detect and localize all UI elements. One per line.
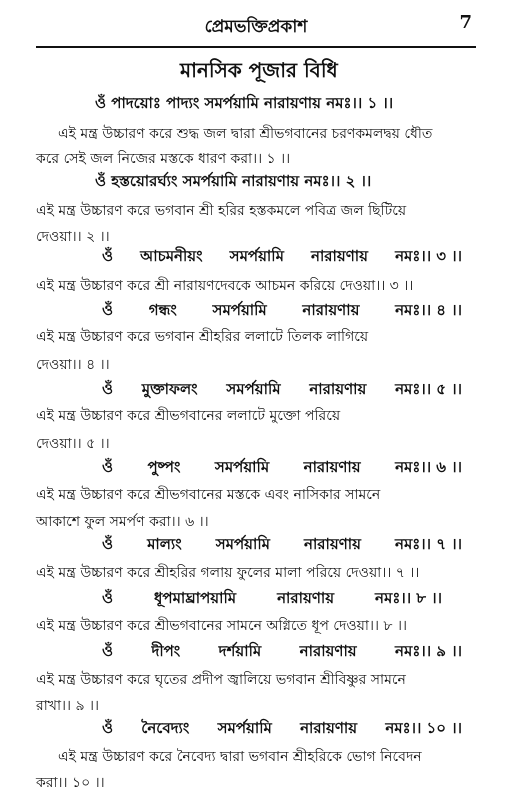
mantra-6-desc-line-2: আকাশে ফুল সমর্পণ করা।। ৬ ।। xyxy=(36,514,209,530)
mantra-word: দীপং xyxy=(151,642,181,660)
mantra-word: নমঃ।। ৪ ।। xyxy=(395,301,462,319)
mantra-word: নারায়ণায় xyxy=(303,458,361,476)
mantra-word: ওঁ xyxy=(102,458,114,476)
mantra-word: মুক্তাফলং xyxy=(141,380,198,398)
mantra-word: আচমনীয়ং xyxy=(140,247,203,265)
mantra-word: দর্শয়ামি xyxy=(218,642,262,660)
mantra-word: নারায়ণায় xyxy=(304,535,361,553)
page-number: 7 xyxy=(459,12,472,33)
mantra-word: নারায়ণায় xyxy=(299,642,357,660)
mantra-5-desc-line-2: দেওয়া।। ৫ ।। xyxy=(36,436,110,452)
mantra-word: নমঃ।। ৭ ।। xyxy=(395,535,462,553)
mantra-word: নমঃ।। ৩ ।। xyxy=(395,247,462,265)
mantra-word: পুষ্পং xyxy=(147,458,181,476)
mantra-2: ওঁ হস্তয়োরর্ঘ্যং সমর্পয়ামি নারায়ণায় নমঃ।। ২ ।। xyxy=(95,172,372,190)
mantra-10-desc-line-1: এই মন্ত্র উচ্চারণ করে নৈবেদ্য দ্বারা ভগবান শ্রীহরিকে ভোগ নিবেদন xyxy=(58,749,422,765)
mantra-2-desc-line-2: দেওয়া।। ২ ।। xyxy=(36,229,110,245)
mantra-6-desc-line-1: এই মন্ত্র উচ্চারণ করে শ্রীভগবানের মস্তকে এবং নাসিকার সামনে xyxy=(36,487,381,503)
mantra-word: সমর্পয়ামি xyxy=(217,719,272,737)
mantra-5 xyxy=(102,378,462,403)
mantra-1-desc-line-2: করে সেই জল নিজের মস্তকে ধারণ করা।। ১ ।। xyxy=(36,151,291,167)
mantra-word: সমর্পয়ামি xyxy=(214,458,270,476)
mantra-word: ধূপমাঘ্রাপয়ামি xyxy=(154,589,237,607)
mantra-1: ওঁ পাদয়োঃ পাদ্যং সমর্পয়ামি নারায়ণায় নমঃ।। ১ ।। xyxy=(95,94,394,112)
mantra-word: নৈবেদ্যং xyxy=(141,719,190,737)
page-header xyxy=(36,8,476,48)
mantra-4-desc-line-2: দেওয়া।। ৪ ।। xyxy=(36,357,110,373)
mantra-word: নারায়ণায় xyxy=(300,719,358,737)
mantra-word: নারায়ণায় xyxy=(309,380,367,398)
section-heading: মানসিক পূজার বিধি xyxy=(180,58,338,82)
mantra-8 xyxy=(102,587,442,612)
mantra-word: ওঁ xyxy=(102,301,114,319)
mantra-word: ওঁ xyxy=(102,380,114,398)
mantra-10 xyxy=(102,717,462,742)
mantra-word: ওঁ xyxy=(102,247,114,265)
mantra-word: সমর্পয়ামি xyxy=(226,380,281,398)
mantra-9 xyxy=(102,640,462,665)
mantra-word: মাল্যং xyxy=(147,535,182,553)
mantra-word: নারায়ণায় xyxy=(277,589,335,607)
mantra-word: সমর্পয়ামি xyxy=(229,247,284,265)
running-title: প্রেমভক্তিপ্রকাশ xyxy=(204,17,308,37)
mantra-7 xyxy=(102,533,462,558)
mantra-word: নমঃ।। ৬ ।। xyxy=(395,458,462,476)
mantra-word: সমর্পয়ামি xyxy=(215,535,270,553)
mantra-4-desc-line-1: এই মন্ত্র উচ্চারণ করে ভগবান শ্রীহরির ললাটে তিলক লাগিয়ে xyxy=(36,329,369,345)
mantra-word: নারায়ণায় xyxy=(302,301,360,319)
mantra-7-desc-line-1: এই মন্ত্র উচ্চারণ করে শ্রীহরির গলায় ফুলের মালা পরিয়ে দেওয়া।। ৭ ।। xyxy=(36,565,420,581)
mantra-3 xyxy=(102,245,462,270)
mantra-6 xyxy=(102,456,462,481)
mantra-10-desc-line-2: করা।। ১০ ।। xyxy=(36,775,105,791)
mantra-3-desc-line-1: এই মন্ত্র উচ্চারণ করে শ্রী নারায়ণদেবকে আচমন করিয়ে দেওয়া।। ৩ ।। xyxy=(36,278,414,294)
mantra-word: ওঁ xyxy=(102,719,114,737)
mantra-word: ওঁ xyxy=(102,642,114,660)
mantra-word: নারায়ণায় xyxy=(310,247,368,265)
mantra-word: গন্ধং xyxy=(148,301,177,319)
mantra-2-desc-line-1: এই মন্ত্র উচ্চারণ করে ভগবান শ্রী হরির হস্তকমলে পবিত্র জল ছিটিয়ে xyxy=(36,203,407,219)
mantra-4 xyxy=(102,299,462,324)
mantra-word: নমঃ।। ৯ ।। xyxy=(395,642,462,660)
mantra-9-desc-line-2: রাখা।। ৯ ।। xyxy=(36,698,100,714)
mantra-word: নমঃ।। ৮ ।। xyxy=(375,589,442,607)
mantra-word: ওঁ xyxy=(102,535,114,553)
mantra-1-desc-line-1: এই মন্ত্র উচ্চারণ করে শুদ্ধ জল দ্বারা শ্রীভগবানের চরণকমলদ্বয় ধৌত xyxy=(58,126,433,142)
mantra-word: নমঃ।। ১০ ।। xyxy=(385,719,462,737)
mantra-8-desc-line-1: এই মন্ত্র উচ্চারণ করে শ্রীভগবানের সামনে অগ্নিতে ধূপ দেওয়া।। ৮ ।। xyxy=(36,618,407,634)
mantra-9-desc-line-1: এই মন্ত্র উচ্চারণ করে ঘৃতের প্রদীপ জ্বালিয়ে ভগবান শ্রীবিষ্ণুর সামনে xyxy=(36,672,406,688)
mantra-5-desc-line-1: এই মন্ত্র উচ্চারণ করে শ্রীভগবানের ললাটে মুক্তো পরিয়ে xyxy=(36,408,341,424)
mantra-word: নমঃ।। ৫ ।। xyxy=(395,380,462,398)
mantra-word: সমর্পয়ামি xyxy=(212,301,267,319)
mantra-word: ওঁ xyxy=(102,589,114,607)
